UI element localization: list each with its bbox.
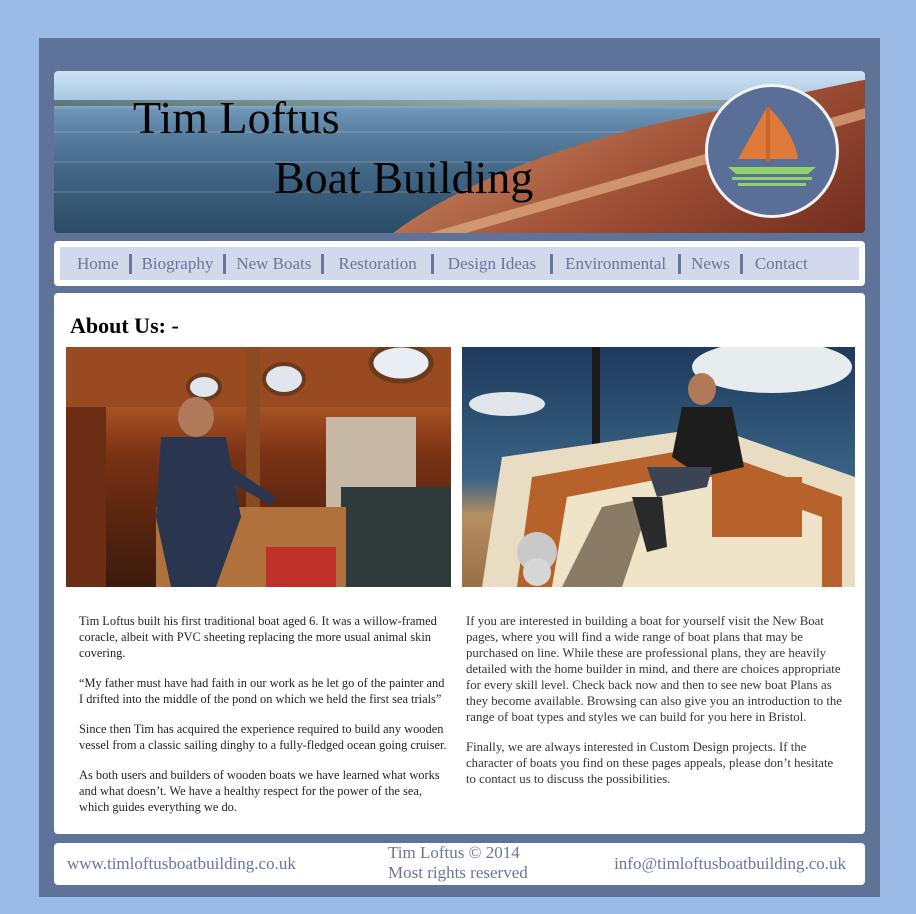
boat-deck-photo-graphic [462, 347, 855, 587]
nav-item-contact[interactable]: Contact [740, 254, 820, 274]
sailboat-logo-icon[interactable] [705, 84, 839, 218]
page-heading: About Us: - [70, 313, 179, 338]
about-paragraph: As both users and builders of wooden boats we have learned what works and what doesn’t. We have a healthy respect for the power of the sea, which guides everything we do. [79, 768, 440, 814]
main-content [54, 293, 865, 834]
site-title-line1: Tim Loftus [133, 92, 340, 143]
nav-item-biography[interactable]: Biography [129, 254, 224, 274]
about-left-column [79, 613, 449, 829]
nav-bar-container [54, 241, 865, 286]
copyright-line-2: Most rights reserved [388, 863, 528, 882]
nav-item-home[interactable]: Home [77, 253, 119, 273]
site-title-line2: Boat Building [274, 152, 534, 203]
about-paragraph: Tim Loftus built his first traditional boat aged 6. It was a willow-framed coracle, albeit with PVC sheeting replacing the more usual animal skin covering. [79, 614, 437, 660]
nav-item-news[interactable]: News [678, 254, 740, 274]
footer-email-link[interactable]: info@timloftusboatbuilding.co.uk [614, 854, 846, 873]
footer-copyright [388, 843, 528, 883]
about-paragraph: Finally, we are always interested in Custom Design projects. If the character of boats you find on these pages appeals, please don’t hesitate to contact us to discuss the possibilities. [466, 740, 834, 786]
nav-item-environmental[interactable]: Environmental [550, 254, 678, 274]
header-banner [54, 71, 865, 233]
about-paragraph: If you are interested in building a boat for yourself visit the New Boat pages, where you will find a wide range of boat plans that may be purchased on line. While these are professional plans, they are heavily detailed with the home builder in mind, and there are choices appropriate for every skill level. Check back now and then to see new boat Plans as they become available. Browsing can also give you an introduction to the range of boat types and styles we can build for you here in Bristol. [466, 614, 842, 724]
page-frame [39, 38, 880, 897]
nav-item-new-boats[interactable]: New Boats [223, 254, 321, 274]
nav-item-design-ideas[interactable]: Design Ideas [431, 254, 550, 274]
about-paragraph: Since then Tim has acquired the experience required to build any wooden vessel from a classic sailing dinghy to a fully-fledged ocean going cruiser. [79, 722, 447, 752]
nav-item-restoration[interactable]: Restoration [321, 254, 430, 274]
main-nav [60, 247, 859, 280]
about-paragraph: “My father must have had faith in our work as he let go of the painter and I drifted into the middle of the pond on which we held the first sea trials” [79, 676, 445, 706]
workshop-photo-graphic [66, 347, 451, 587]
sailboat-logo-graphic [708, 87, 836, 215]
workshop-photo [66, 347, 451, 587]
about-right-column [466, 613, 844, 801]
boat-deck-photo [462, 347, 855, 587]
footer-website-link[interactable]: www.timloftusboatbuilding.co.uk [67, 854, 296, 873]
site-footer [54, 843, 865, 885]
copyright-line-1: Tim Loftus © 2014 [388, 843, 520, 862]
